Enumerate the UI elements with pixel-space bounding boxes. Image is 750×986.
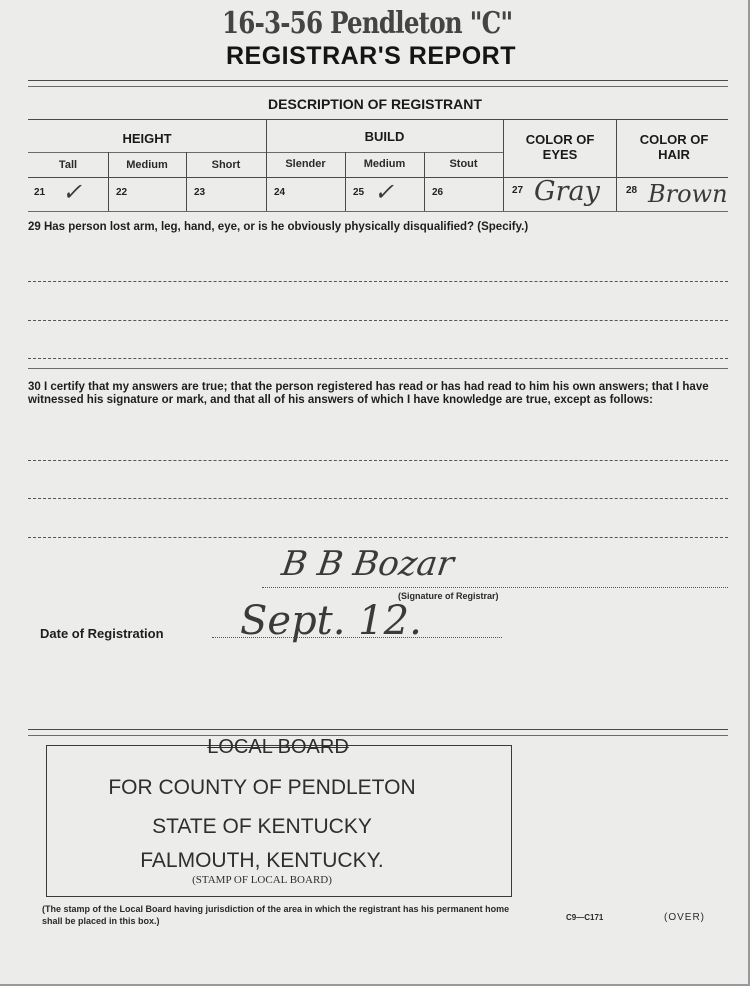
question-30-text: 30 I certify that my answers are true; that the person registered has read or has had read to him his own answers; that I have witnessed his signature or mark, and that all of his answers of which I have knowledge are true, except as follows: xyxy=(28,381,709,406)
divider xyxy=(28,80,728,81)
divider xyxy=(28,86,728,87)
signature-caption: (Signature of Registrar) xyxy=(398,591,499,601)
signature-line xyxy=(262,587,728,588)
medium-height-label: Medium xyxy=(126,159,168,171)
stamp-state-line: STATE OF KENTUCKY xyxy=(152,815,372,838)
section-title: DESCRIPTION OF REGISTRANT xyxy=(268,96,482,112)
item-number: 24 xyxy=(274,187,286,198)
item-number: 23 xyxy=(194,187,206,198)
answer-line xyxy=(28,498,728,499)
item-number: 22 xyxy=(116,187,128,198)
table-top-line xyxy=(28,119,728,120)
registration-date-value: Sept. 12. xyxy=(240,598,422,644)
stamp-city-line: FALMOUTH, KENTUCKY. xyxy=(140,849,384,872)
eyes-header: COLOR OF EYES xyxy=(525,132,595,162)
local-board-title: LOCAL BOARD xyxy=(207,736,349,758)
stout-label: Stout xyxy=(449,158,478,170)
answer-line xyxy=(28,358,728,359)
page-title: REGISTRAR'S REPORT xyxy=(226,42,516,70)
divider xyxy=(28,729,728,730)
short-label: Short xyxy=(211,159,241,171)
hair-header: COLOR OF HAIR xyxy=(639,132,709,162)
item-number: 27 xyxy=(512,185,524,196)
answer-line xyxy=(28,281,728,282)
date-line xyxy=(212,637,502,638)
item-number: 26 xyxy=(432,187,444,198)
medium-build-label: Medium xyxy=(363,158,406,170)
registrar-signature: B B Bozar xyxy=(279,544,457,584)
question-29-text: 29 Has person lost arm, leg, hand, eye, or is he obviously physically disqualified? (Specify.) xyxy=(28,221,529,233)
slender-label: Slender xyxy=(285,158,326,170)
hair-color-value: Brown xyxy=(648,180,728,208)
registration-date-label: Date of Registration xyxy=(40,626,164,641)
col-divider xyxy=(503,119,504,211)
build-header: BUILD xyxy=(364,129,405,144)
table-bottom-line xyxy=(28,211,728,212)
answer-line xyxy=(28,320,728,321)
divider xyxy=(28,368,728,369)
item-number: 28 xyxy=(626,185,638,196)
over-marker: (OVER) xyxy=(664,912,705,923)
tall-check-mark: ✓ xyxy=(62,178,83,206)
item-number: 25 xyxy=(353,187,365,198)
tall-label: Tall xyxy=(58,159,78,171)
eye-color-value: Gray xyxy=(534,176,600,207)
answer-line xyxy=(28,460,728,461)
stamp-county-line: FOR COUNTY OF PENDLETON xyxy=(108,776,416,799)
medium-build-check-mark: ✓ xyxy=(374,178,395,206)
col-divider xyxy=(616,119,617,211)
form-number: C9—C171 xyxy=(566,913,604,922)
height-header: HEIGHT xyxy=(122,131,172,146)
stamped-number: 16-3-56 Pendleton "C" xyxy=(222,6,513,41)
item-number: 21 xyxy=(34,187,46,198)
stamp-caption: (STAMP OF LOCAL BOARD) xyxy=(192,874,332,886)
stamp-instructions: (The stamp of the Local Board having jurisdiction of the area in which the registrant has his permanent home shall be placed in this box.) xyxy=(42,904,510,926)
answer-line xyxy=(28,537,728,538)
